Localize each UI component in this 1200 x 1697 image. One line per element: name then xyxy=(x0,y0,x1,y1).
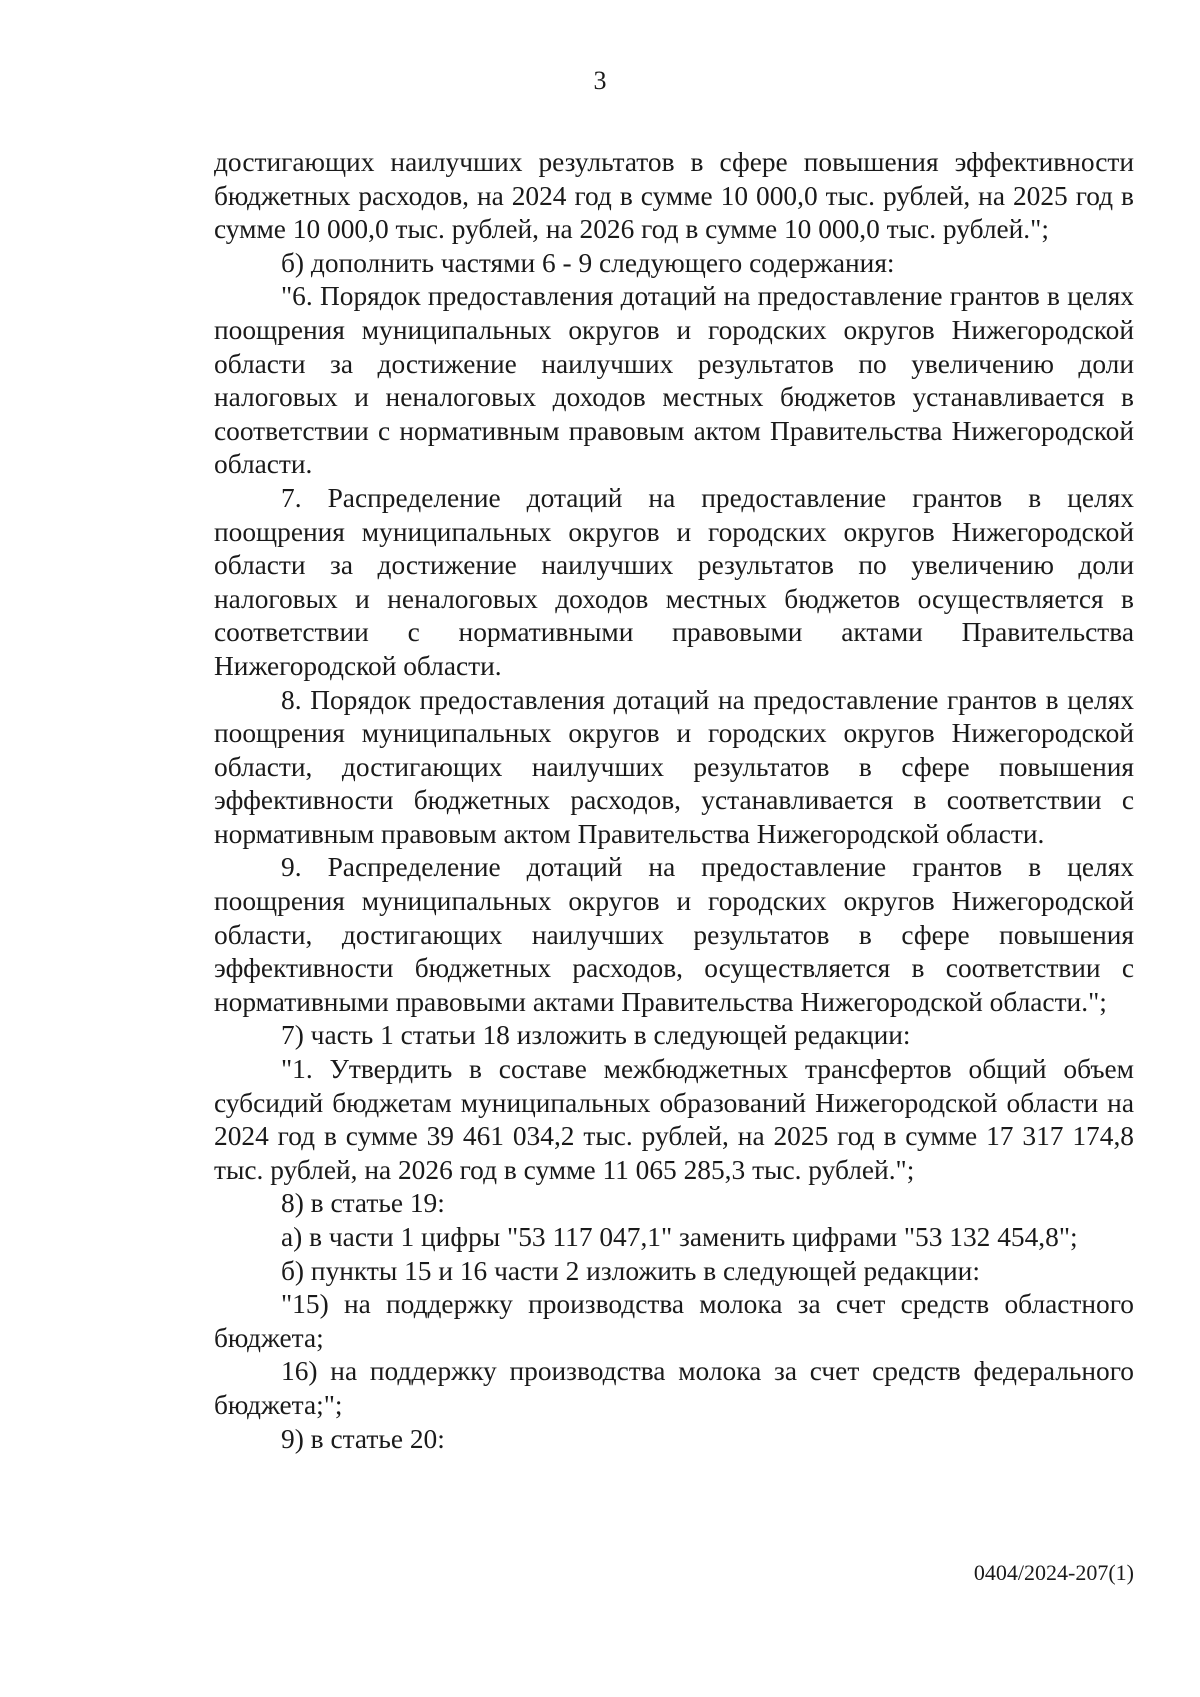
paragraph: а) в части 1 цифры "53 117 047,1" заменить цифрами "53 132 454,8"; xyxy=(281,1222,1078,1252)
paragraph: 8) в статье 19: xyxy=(281,1188,445,1219)
paragraph: б) дополнить частями 6 - 9 следующего содержания: xyxy=(281,247,895,278)
paragraph: достигающих наилучших результатов в сфере повышения эффективности бюджетных расходов, на 2024 год в сумме 10 000,0 тыс. рублей, на 2025 год в сумме 10 000,0 тыс. рублей, на 2026 год в сумме 10 000,0 тыс. рублей."; xyxy=(214,147,1134,245)
paragraph: "6. Порядок предоставления дотаций на предоставление грантов в целях поощрения муниципальных округов и городских округов Нижегородской области за достижение наилучших результатов по увеличению доли налоговых и неналоговых доходов местных бюджетов устанавливается в соответствии с нормативным правовым актом Правительства Нижегородской области. xyxy=(214,281,1134,480)
document-code: 0404/2024-207(1) xyxy=(973,1560,1134,1585)
paragraph: 7. Распределение дотаций на предоставление грантов в целях поощрения муниципальных округов и городских округов Нижегородской области за достижение наилучших результатов по увеличению доли налоговых и неналоговых доходов местных бюджетов осуществляется в соответствии с нормативными правовыми актами Правительства Нижегородской области. xyxy=(214,482,1134,681)
document-body xyxy=(214,146,1134,1456)
page-number: 3 xyxy=(593,66,607,95)
paragraph: б) пункты 15 и 16 части 2 изложить в следующей редакции: xyxy=(281,1255,980,1286)
paragraph: 9. Распределение дотаций на предоставление грантов в целях поощрения муниципальных округов и городских округов Нижегородской области, достигающих наилучших результатов в сфере повышения эффективности бюджетных расходов, осуществляется в соответствии с нормативными правовыми актами Правительства Нижегородской области."; xyxy=(214,852,1134,1017)
paragraph: 16) на поддержку производства молока за счет средств федерального бюджета;"; xyxy=(214,1356,1134,1420)
paragraph: 9) в статье 20: xyxy=(281,1423,445,1454)
paragraph: "15) на поддержку производства молока за счет средств областного бюджета; xyxy=(214,1289,1134,1353)
paragraph: 7) часть 1 статьи 18 изложить в следующей редакции: xyxy=(281,1020,911,1051)
paragraph: 8. Порядок предоставления дотаций на предоставление грантов в целях поощрения муниципальных округов и городских округов Нижегородской области, достигающих наилучших результатов в сфере повышения эффективности бюджетных расходов, устанавливается в соответствии с нормативным правовым актом Правительства Нижегородской области. xyxy=(214,684,1134,849)
paragraph: "1. Утвердить в составе межбюджетных трансфертов общий объем субсидий бюджетам муниципальных образований Нижегородской области на 2024 год в сумме 39 461 034,2 тыс. рублей, на 2025 год в сумме 17 317 174,8 тыс. рублей, на 2026 год в сумме 11 065 285,3 тыс. рублей."; xyxy=(214,1054,1134,1185)
